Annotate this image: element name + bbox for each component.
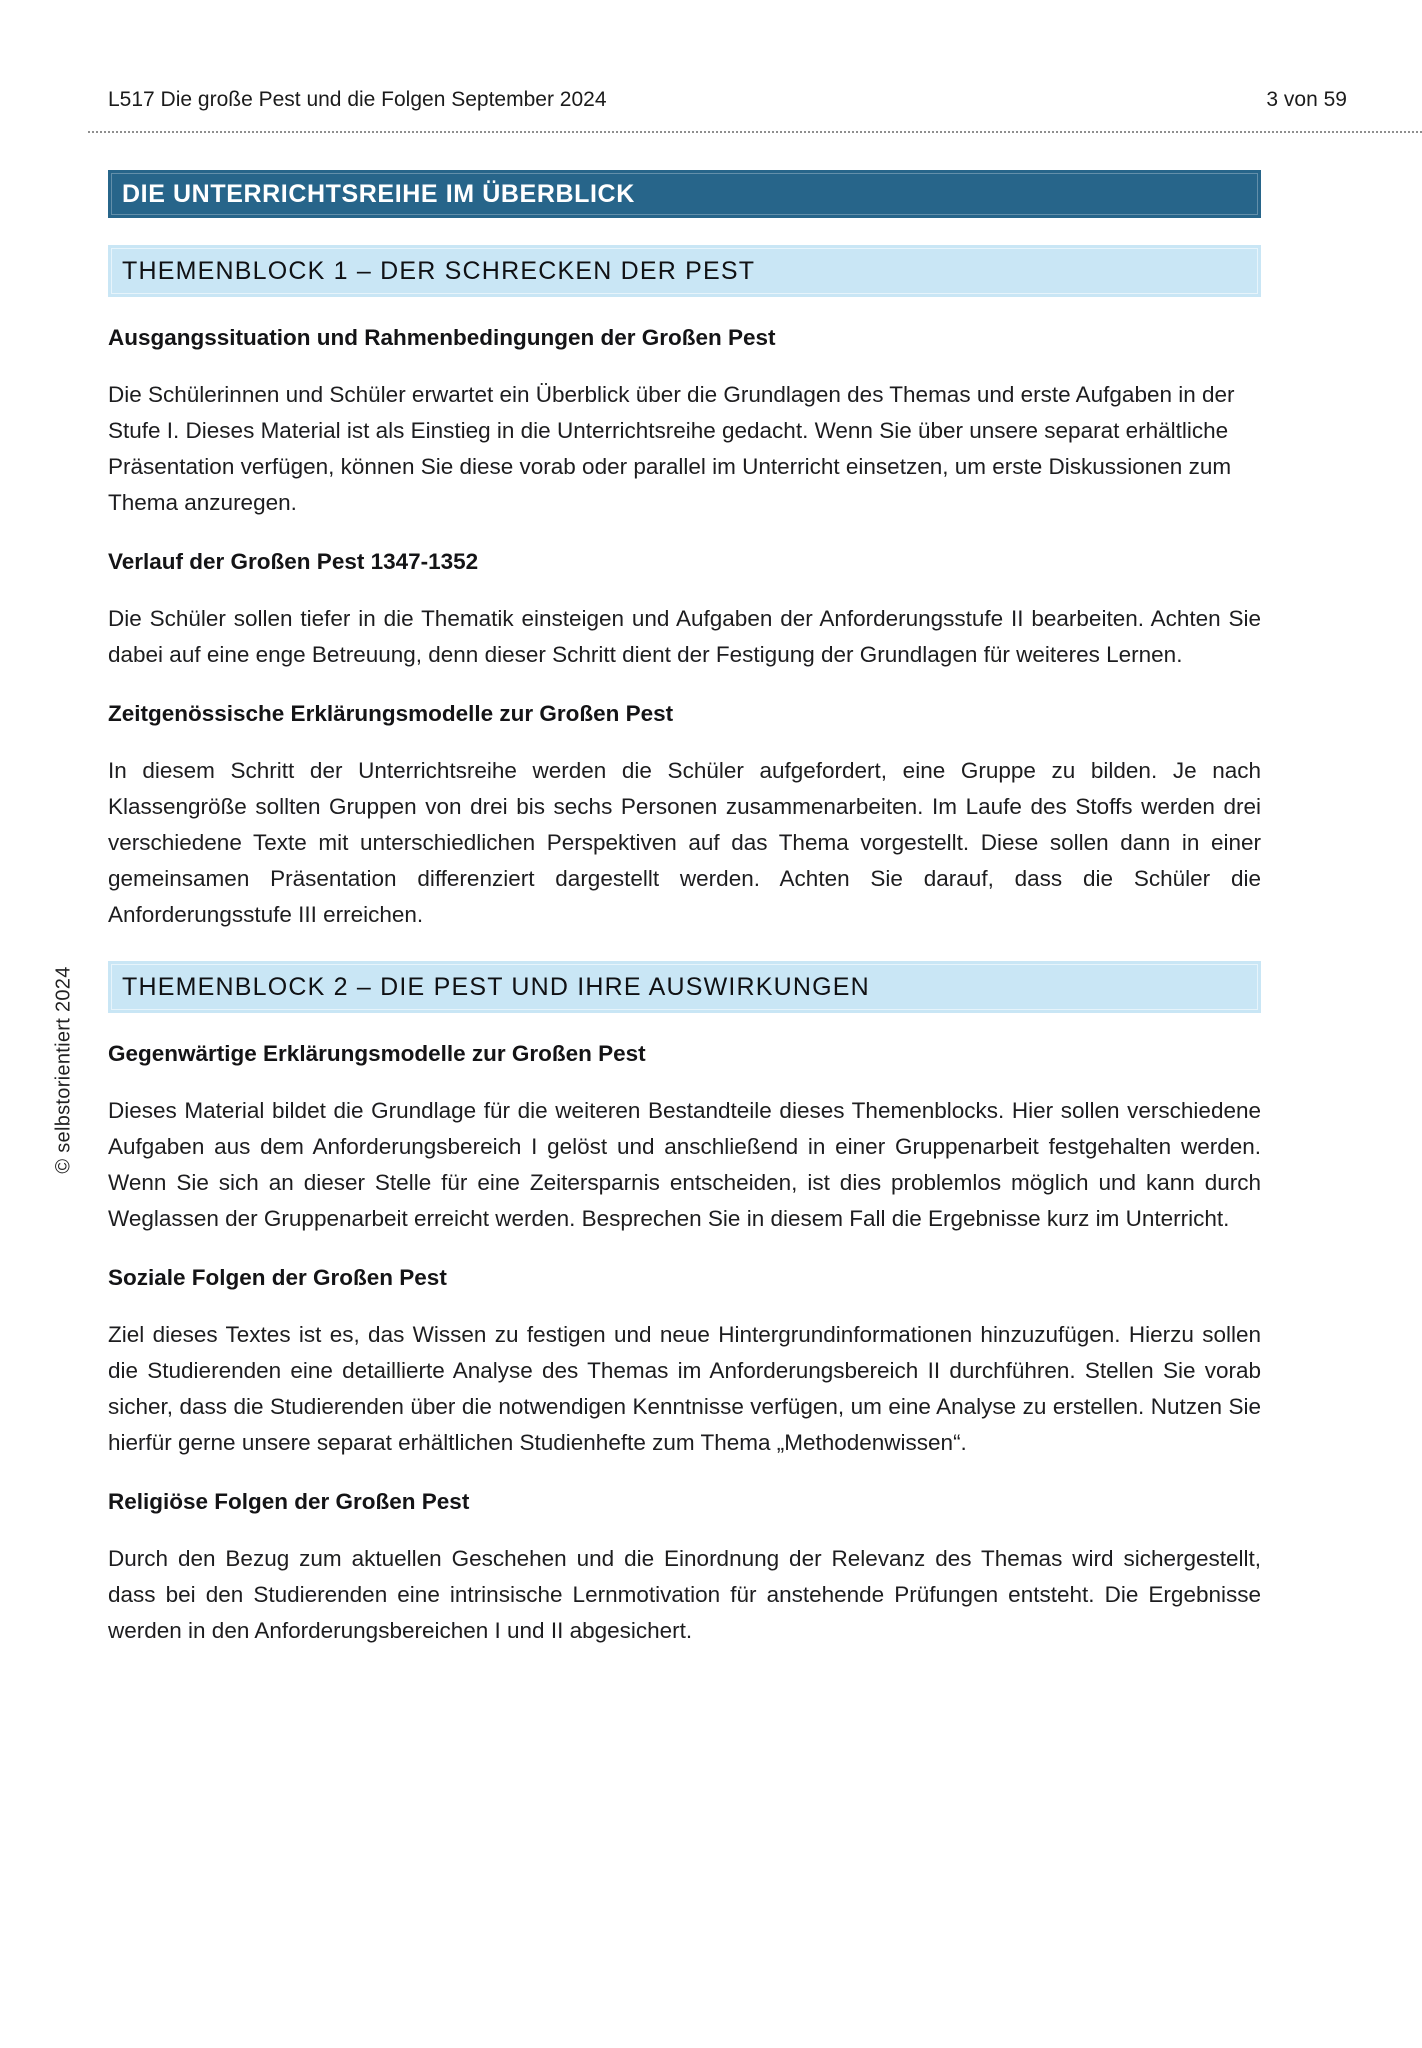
themenblock-2-banner: THEMENBLOCK 2 – DIE PEST UND IHRE AUSWIRKUNGEN (108, 961, 1261, 1013)
body-paragraph: In diesem Schritt der Unterrichtsreihe werden die Schüler aufgefordert, eine Gruppe zu bilden. Je nach Klassengröße sollten Gruppen von drei bis sechs Personen zusammenarbeiten. Im Laufe des Stoffs werden drei verschiedene Texte mit unterschiedlichen Perspektiven auf das Thema vorgestellt. Diese sollen dann in einer gemeinsamen Präsentation differenziert dargestellt werden. Achten Sie darauf, dass die Schüler die Anforderungsstufe III erreichen. (108, 758, 1261, 927)
section-heading: Ausgangssituation und Rahmenbedingungen der Großen Pest (108, 325, 776, 350)
themenblock-1-banner: THEMENBLOCK 1 – DER SCHRECKEN DER PEST (108, 245, 1261, 297)
content-column (108, 170, 1261, 1677)
body-paragraph: Die Schüler sollen tiefer in die Thematik einsteigen und Aufgaben der Anforderungsstufe II bearbeiten. Achten Sie dabei auf eine enge Betreuung, denn dieser Schritt dient der Festigung der Grundlagen für weiteres Lernen. (108, 606, 1261, 667)
body-paragraph: Durch den Bezug zum aktuellen Geschehen und die Einordnung der Relevanz des Themas wird sichergestellt, dass bei den Studierenden eine intrinsische Lernmotivation für anstehende Prüfungen entsteht. Die Ergebnisse werden in den Anforderungsbereichen I und II abgesichert. (108, 1546, 1261, 1643)
section-heading: Gegenwärtige Erklärungsmodelle zur Großen Pest (108, 1041, 646, 1066)
themenblock-1 (108, 245, 1261, 933)
header-dotted-divider (88, 131, 1422, 133)
overview-banner: DIE UNTERRICHTSREIHE IM ÜBERBLICK (108, 170, 1261, 218)
section-heading: Zeitgenössische Erklärungsmodelle zur Großen Pest (108, 701, 674, 726)
body-paragraph: Die Schülerinnen und Schüler erwartet ein Überblick über die Grundlagen des Themas und erste Aufgaben in der Stufe I. Dieses Material ist als Einstieg in die Unterrichtsreihe gedacht. Wenn Sie über unsere separat erhältliche Präsentation verfügen, können Sie diese vorab oder parallel im Unterricht einsetzen, um erste Diskussionen zum Thema anzuregen. (108, 382, 1235, 515)
body-paragraph: Dieses Material bildet die Grundlage für die weiteren Bestandteile dieses Themenblocks. Hier sollen verschiedene Aufgaben aus dem Anforderungsbereich I gelöst und anschließend in einer Gruppenarbeit festgehalten werden. Wenn Sie sich an dieser Stelle für eine Zeitersparnis entscheiden, ist dies problemlos möglich und kann durch Weglassen der Gruppenarbeit erreicht werden. Besprechen Sie in diesem Fall die Ergebnisse kurz im Unterricht. (108, 1098, 1261, 1231)
copyright-vertical-text: © selbstorientiert 2024 (52, 966, 75, 1174)
section-heading: Soziale Folgen der Großen Pest (108, 1265, 447, 1290)
header-page-number: 3 von 59 (1266, 88, 1347, 111)
section-heading: Religiöse Folgen der Großen Pest (108, 1489, 470, 1514)
header-doc-title: L517 Die große Pest und die Folgen September 2024 (108, 88, 607, 111)
section-heading: Verlauf der Großen Pest 1347-1352 (108, 549, 479, 574)
themenblock-2 (108, 961, 1261, 1649)
body-paragraph: Ziel dieses Textes ist es, das Wissen zu festigen und neue Hintergrundinformationen hinzuzufügen. Hierzu sollen die Studierenden eine detaillierte Analyse des Themas im Anforderungsbereich II durchführen. Stellen Sie vorab sicher, dass die Studierenden über die notwendigen Kenntnisse verfügen, um eine Analyse zu erstellen. Nutzen Sie hierfür gerne unsere separat erhältlichen Studienhefte zum Thema „Methodenwissen“. (108, 1322, 1261, 1455)
